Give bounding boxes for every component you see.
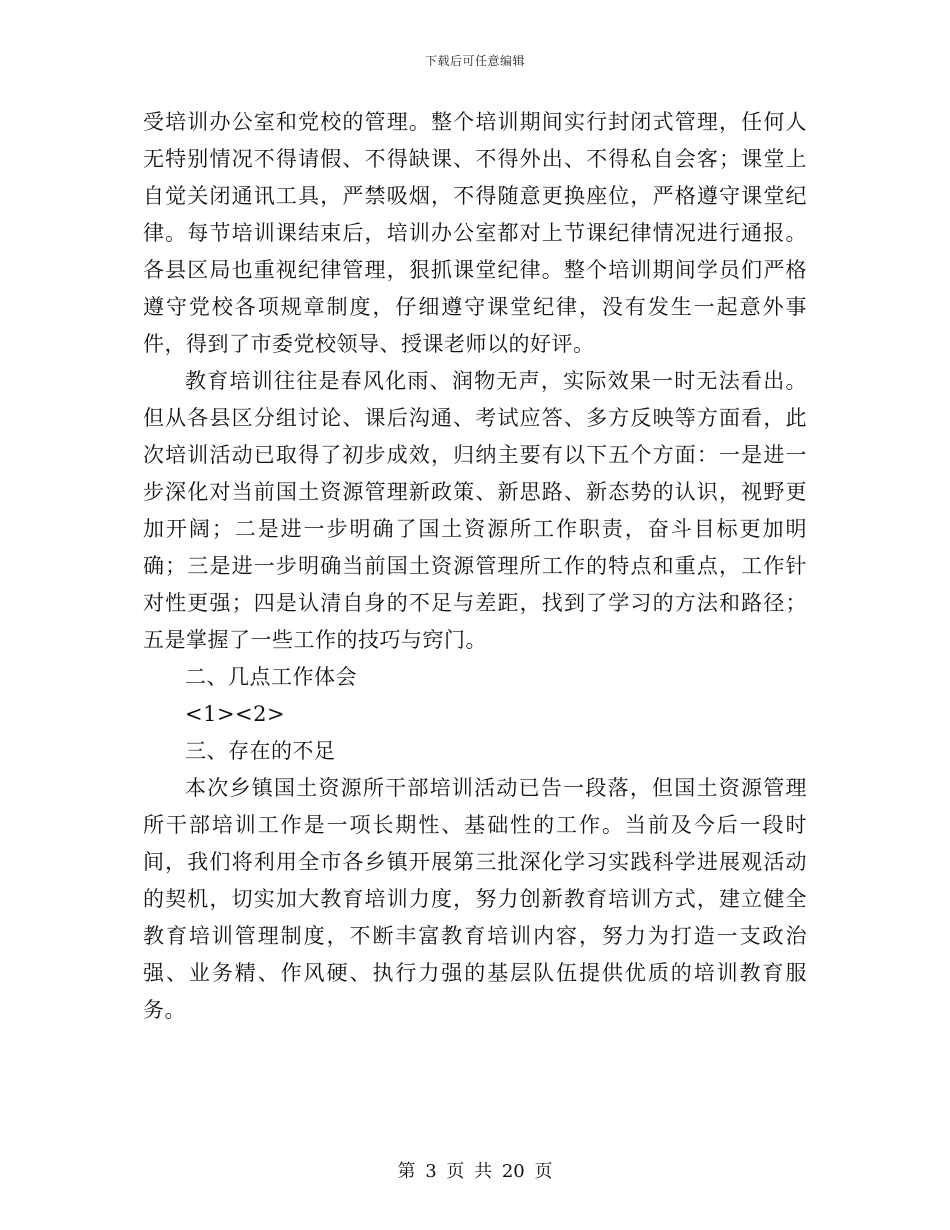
- page-header: 下载后可任意编辑: [424, 54, 525, 68]
- page-footer: 第 3 页 共 20 页: [397, 1161, 553, 1182]
- paragraph-conclusion: 本次乡镇国土资源所干部培训活动已告一段落，但国土资源管理所干部培训工作是一项长期性、基础性的工作。当前及今后一段时间，我们将利用全市各乡镇开展第三批深化学习实践科学进展观活动的契机，切实加大教育培训力度，努力创新教育培训方式，建立健全教育培训管理制度，不断丰富教育培训内容，努力为打造一支政治强、业务精、作风硬、执行力强的基层队伍提供优质的培训教育服务。: [143, 776, 807, 1022]
- section-heading-shortcomings: 三、存在的不足: [185, 739, 336, 763]
- paragraph-results: 教育培训往往是春风化雨、润物无声，实际效果一时无法看出。但从各县区分组讨论、课后沟通、考试应答、多方反映等方面看，此次培训活动已取得了初步成效，归纳主要有以下五个方面：一是进一步深化对当前国土资源管理新政策、新思路、新态势的认识，视野更加开阔；二是进一步明确了国土资源所工作职责，奋斗目标更加明确；三是进一步明确当前国土资源管理所工作的特点和重点，工作针对性更强；四是认清自身的不足与差距，找到了学习的方法和路径；五是掌握了一些工作的技巧与窍门。: [143, 369, 807, 652]
- section-heading-experience: 二、几点工作体会: [185, 665, 357, 689]
- paragraph-discipline: 受培训办公室和党校的管理。整个培训期间实行封闭式管理，任何人无特别情况不得请假、不得缺课、不得外出、不得私自会客；课堂上自觉关闭通讯工具，严禁吸烟，不得随意更换座位，严格遵守课堂纪律。每节培训课结束后，培训办公室都对上节课纪律情况进行通报。各县区局也重视纪律管理，狠抓课堂纪律。整个培训期间学员们严格遵守党校各项规章制度，仔细遵守课堂纪律，没有发生一起意外事件，得到了市委党校领导、授课老师以的好评。: [143, 110, 807, 356]
- document-body: [143, 104, 807, 1029]
- placeholder-line: <1><2>: [185, 702, 286, 726]
